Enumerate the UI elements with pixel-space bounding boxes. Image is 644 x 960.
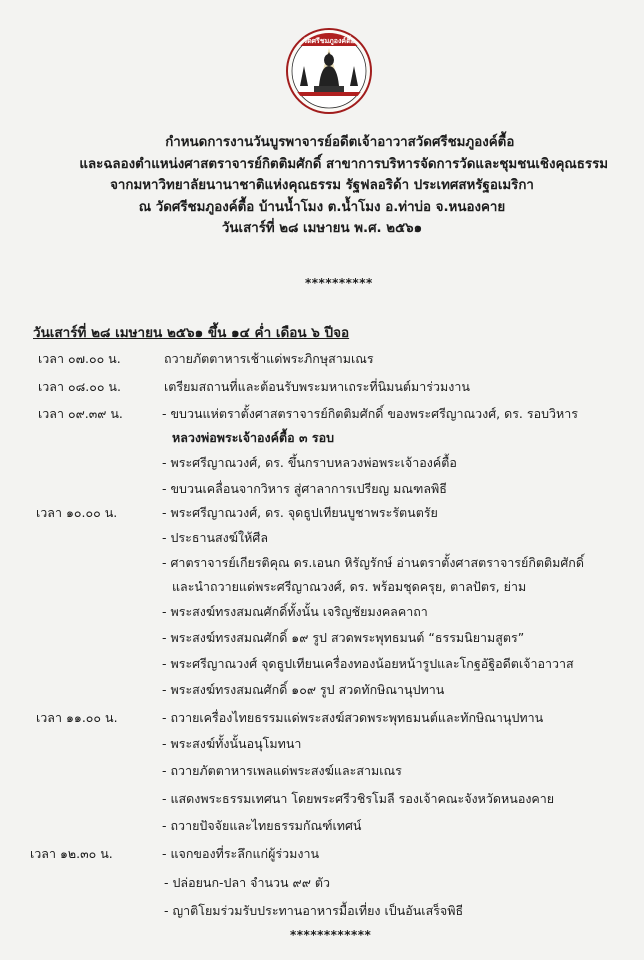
time-0700: เวลา ๐๗.๐๐ น. [38,351,121,366]
list-item: - ถวายภัตตาหารเพลแด่พระสงฆ์และสามเณร [162,763,402,778]
logo-text: วัดศรีชมภูองค์ตื้อ [303,37,355,45]
list-item: - ศาตราจารย์เกียรติคุณ ดร.เอนก หิรัญรักษ์ อ่านตราตั้งศาสตราจารย์กิตติมศักดิ์ [162,555,584,570]
list-item: - แจกของที่ระลึกแก่ผู้ร่วมงาน [162,846,320,861]
temple-seal-logo [286,26,372,116]
list-item: ถวายภัตตาหารเช้าแด่พระภิกษุสามเณร [164,351,374,366]
list-item: เตรียมสถานที่และต้อนรับพระมหาเถระที่นิมนต์มาร่วมงาน [164,379,470,394]
time-1230: เวลา ๑๒.๓๐ น. [30,846,113,861]
header-separator: ********** [305,276,373,290]
header-line-2: และฉลองตำแหน่งศาสตราจารย์กิตติมศักดิ์ สาขาการบริหารจัดการวัดและชุมชนเชิงคุณธรรม [79,155,609,172]
header-line-5: วันเสาร์ที่ ๒๘ เมษายน พ.ศ. ๒๕๖๑ [221,220,423,236]
list-item: - แสดงพระธรรมเทศนา โดยพระศรีวชิรโมลี รองเจ้าคณะจังหวัดหนองคาย [162,791,555,806]
header-line-4: ณ วัดศรีชมภูองค์ตื้อ บ้านน้ำโมง ต.น้ำโมง อ.ท่าบ่อ จ.หนองคาย [138,198,506,215]
list-item: - พระสงฆ์ทั้งนั้นอนุโมทนา [162,736,302,751]
list-item: - พระสงฆ์ทรงสมณศักดิ์ทั้งนั้น เจริญชัยมงคลคาถา [162,604,428,619]
time-0800: เวลา ๐๘.๐๐ น. [38,379,121,394]
list-item: - ขบวนเคลื่อนจากวิหาร สู่ศาลาการเปรียญ มณฑลพิธี [162,481,447,496]
list-item-continuation: หลวงพ่อพระเจ้าองค์ตื้อ ๓ รอบ [172,430,335,445]
time-1000: เวลา ๑๐.๐๐ น. [36,505,118,520]
list-item: - ถวายเครื่องไทยธรรมแด่พระสงฆ์สวดพระพุทธมนต์และทักษิณานุปทาน [162,710,544,725]
list-item: - พระศรีญาณวงศ์, ดร. ขึ้นกราบหลวงพ่อพระเจ้าองค์ตื้อ [162,455,457,470]
list-item: - ปล่อยนก-ปลา จำนวน ๙๙ ตัว [164,875,330,890]
header-line-3: จากมหาวิทยาลัยนานาชาติแห่งคุณธรรม รัฐฟลอริด้า ประเทศสหรัฐอเมริกา [110,177,534,193]
list-item: - ประธานสงฆ์ให้ศีล [162,530,268,545]
day-heading: วันเสาร์ที่ ๒๘ เมษายน ๒๕๖๑ ขึ้น ๑๔ ค่ำ เดือน ๖ ปีจอ [33,325,350,341]
header-line-1: กำหนดการงานวันบูรพาจารย์อดีตเจ้าอาวาสวัดศรีชมภูองค์ตื้อ [165,134,515,150]
list-item: - พระศรีญาณวงศ์, ดร. จุดธูปเทียนบูชาพระรัตนตรัย [162,505,438,520]
list-item: - ญาติโยมร่วมรับประทานอาหารมื้อเที่ยง เป็นอันเสร็จพิธี [164,903,464,918]
list-item: - พระสงฆ์ทรงสมณศักดิ์ ๑๙ รูป สวดพระพุทธมนต์ “ธรรมนิยามสูตร” [162,630,525,645]
footer-separator: ************ [290,928,372,942]
time-0939: เวลา ๐๙.๓๙ น. [38,406,123,421]
list-item: - ถวายปัจจัยและไทยธรรมกัณฑ์เทศน์ [162,818,362,833]
list-item-continuation: และนำถวายแด่พระศรีญาณวงศ์, ดร. พร้อมชุดครุย, ตาลปัตร, ย่าม [172,579,527,594]
list-item: - ขบวนแห่ตราตั้งศาสตราจารย์กิตติมศักดิ์ ของพระศรีญาณวงศ์, ดร. รอบวิหาร [162,406,579,421]
time-1100: เวลา ๑๑.๐๐ น. [36,710,118,725]
document-header [0,132,644,240]
list-item: - พระสงฆ์ทรงสมณศักดิ์ ๑๐๙ รูป สวดทักษิณานุปทาน [162,682,445,697]
list-item: - พระศรีญาณวงศ์ จุดธูปเทียนเครื่องทองน้อยหน้ารูปและโกฐอัฐิอดีตเจ้าอาวาส [162,656,574,671]
